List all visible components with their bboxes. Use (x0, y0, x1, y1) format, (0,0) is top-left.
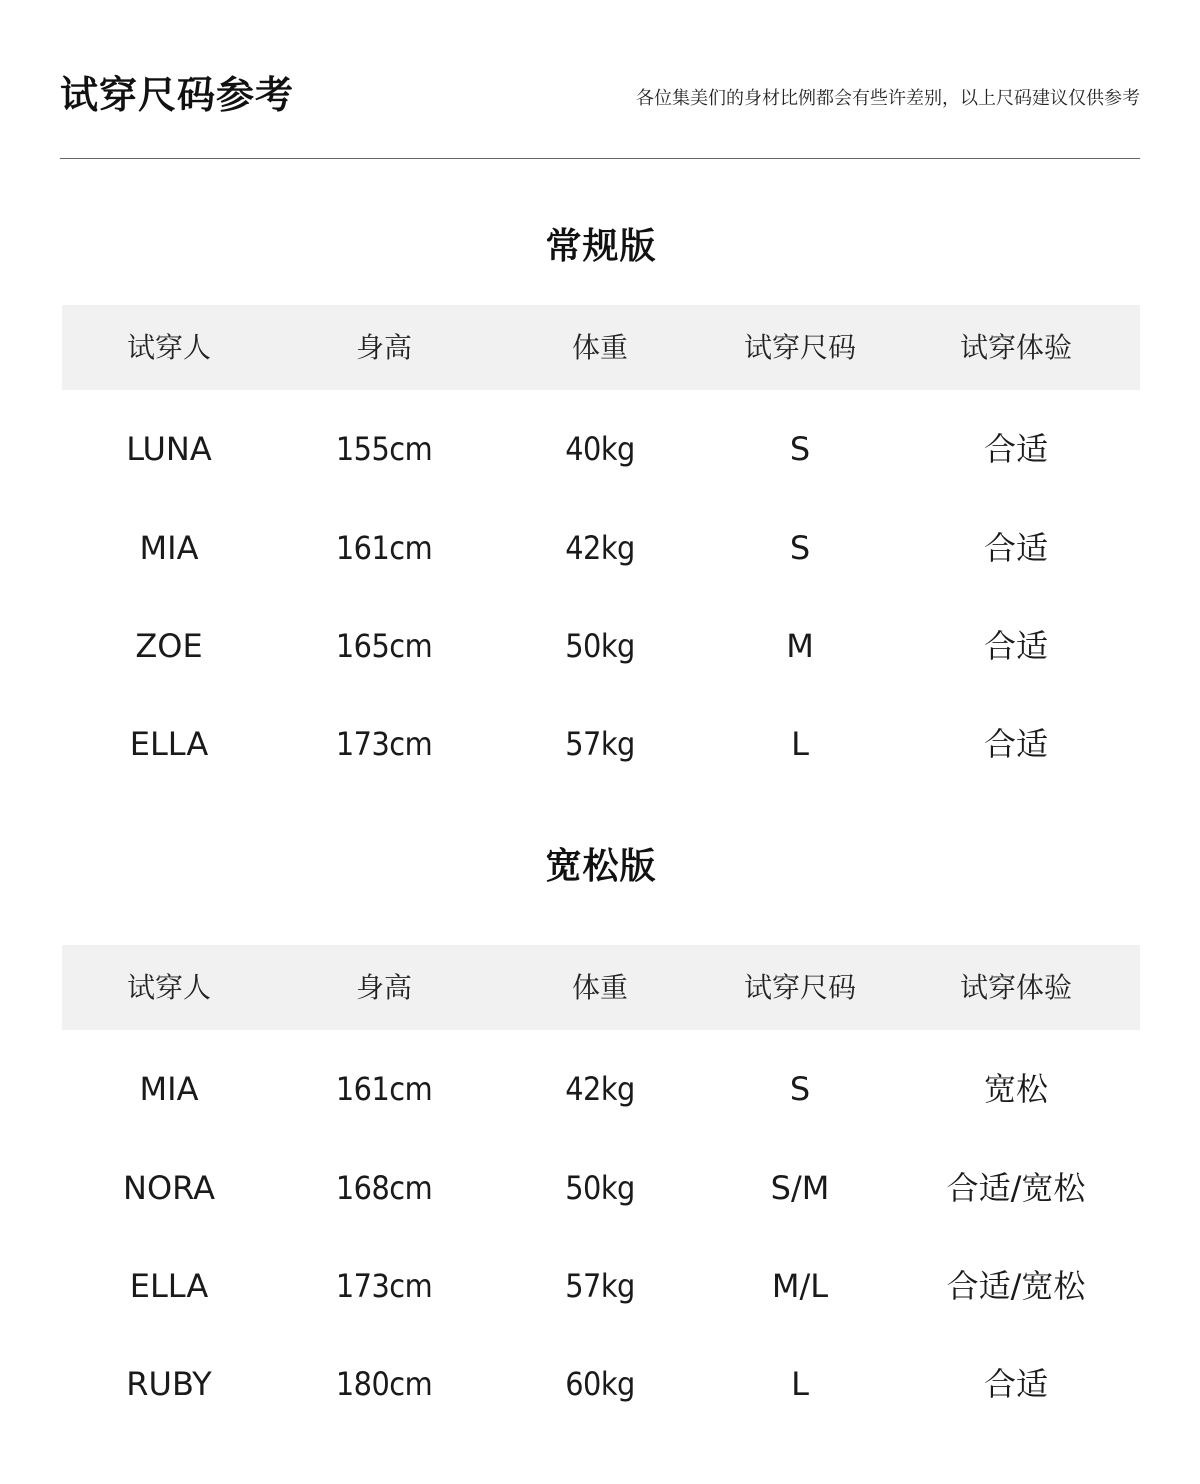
tester-weight: 42kg (565, 1070, 635, 1108)
tester-name: ELLA (129, 1267, 209, 1305)
tester-fit: 合适 (983, 725, 1048, 763)
page-title: 试穿尺码参考 (60, 73, 295, 117)
tester-size: S (789, 529, 811, 567)
tester-height: 161cm (335, 529, 433, 567)
tester-name: MIA (139, 1070, 199, 1108)
tester-size: L (791, 725, 809, 763)
column-header-size: 试穿尺码 (743, 331, 856, 364)
tester-height: 168cm (335, 1169, 433, 1207)
table-row (62, 400, 1140, 498)
column-header-size: 试穿尺码 (743, 971, 856, 1004)
tester-height: 161cm (335, 1070, 433, 1108)
tester-height: 173cm (335, 725, 433, 763)
tester-name: ZOE (135, 627, 203, 665)
column-header-tester: 试穿人 (126, 331, 211, 364)
tester-fit: 合适 (983, 627, 1048, 665)
column-header-fit: 试穿体验 (959, 971, 1072, 1004)
disclaimer-note: 各位集美们的身材比例都会有些许差别，以上尺码建议仅供参考 (636, 88, 1140, 109)
tester-size: M (786, 627, 814, 665)
tester-size: L (791, 1365, 809, 1403)
table-row (62, 1237, 1140, 1335)
tester-weight: 60kg (565, 1365, 635, 1403)
header-divider (60, 158, 1140, 159)
tester-height: 180cm (335, 1365, 433, 1403)
tester-fit: 合适/宽松 (946, 1169, 1086, 1207)
table-row (62, 695, 1140, 793)
tester-name: RUBY (126, 1365, 212, 1403)
tester-size: S (789, 430, 811, 468)
table-row (62, 499, 1140, 597)
tester-height: 155cm (335, 430, 433, 468)
column-header-height: 身高 (355, 331, 412, 364)
tester-weight: 57kg (565, 1267, 635, 1305)
tester-weight: 57kg (565, 725, 635, 763)
column-header-tester: 试穿人 (126, 971, 211, 1004)
tester-fit: 合适 (983, 430, 1048, 468)
tester-fit: 宽松 (983, 1070, 1048, 1108)
tester-weight: 50kg (565, 1169, 635, 1207)
tester-name: MIA (139, 529, 199, 567)
section-title: 宽松版 (545, 846, 657, 887)
tester-fit: 合适/宽松 (946, 1267, 1086, 1305)
tester-weight: 40kg (565, 430, 635, 468)
tester-weight: 50kg (565, 627, 635, 665)
column-header-height: 身高 (355, 971, 412, 1004)
tester-name: NORA (123, 1169, 215, 1207)
column-header-weight: 体重 (571, 971, 628, 1004)
tester-fit: 合适 (983, 529, 1048, 567)
tester-size: S (789, 1070, 811, 1108)
tester-weight: 42kg (565, 529, 635, 567)
tester-size: M/L (771, 1267, 829, 1305)
section-title: 常规版 (545, 226, 657, 267)
page-header (60, 58, 1140, 118)
column-header-weight: 体重 (571, 331, 628, 364)
table-row (62, 1139, 1140, 1237)
table-row (62, 1040, 1140, 1138)
table-row (62, 597, 1140, 695)
table-header (62, 945, 1140, 1030)
tester-height: 165cm (335, 627, 433, 665)
table-row (62, 1335, 1140, 1433)
tester-fit: 合适 (983, 1365, 1048, 1403)
column-header-fit: 试穿体验 (959, 331, 1072, 364)
tester-name: LUNA (126, 430, 212, 468)
table-header (62, 305, 1140, 390)
tester-height: 173cm (335, 1267, 433, 1305)
tester-name: ELLA (129, 725, 209, 763)
tester-size: S/M (770, 1169, 830, 1207)
